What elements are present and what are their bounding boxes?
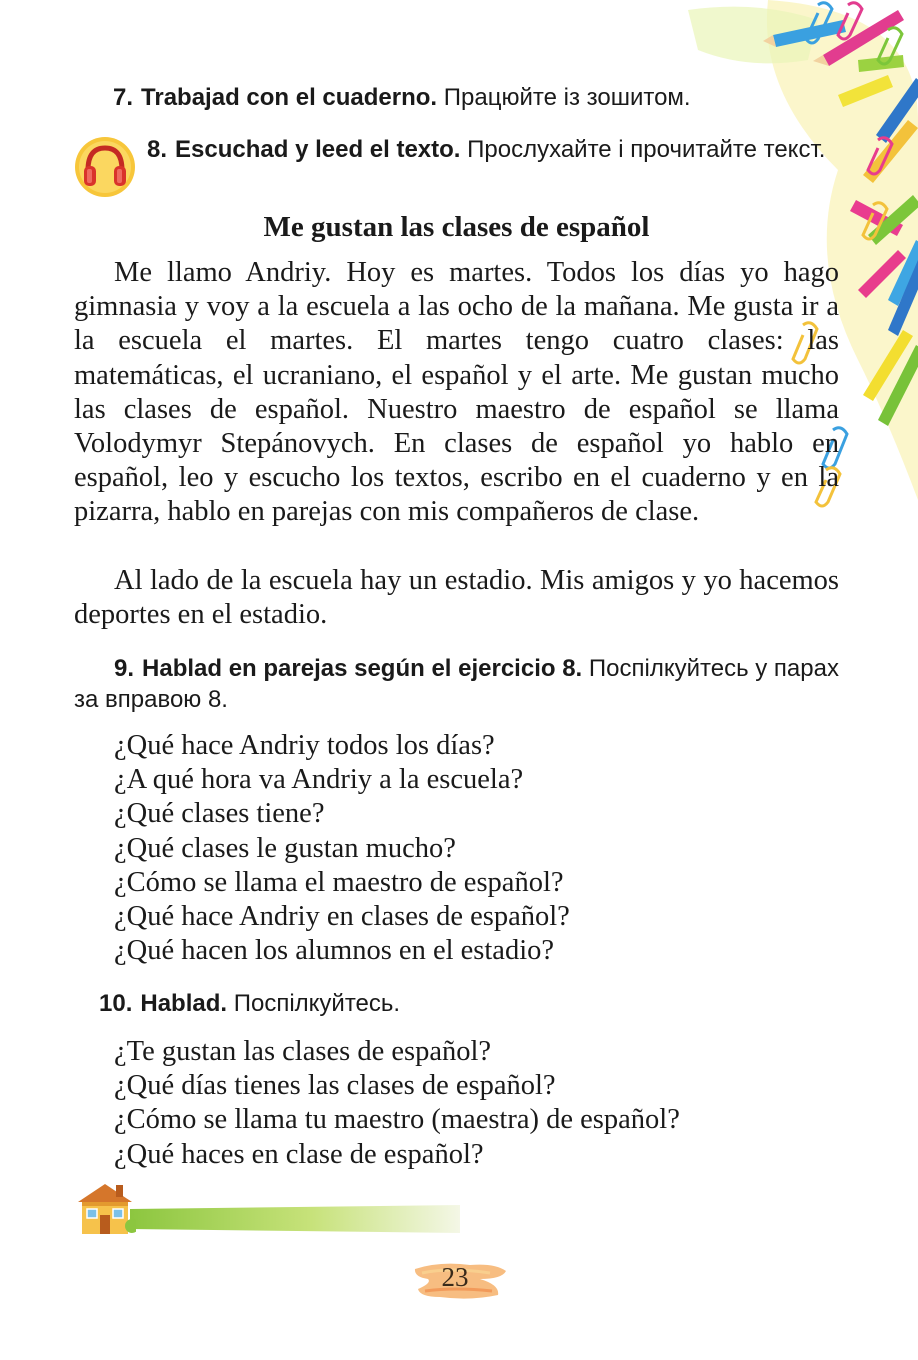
question-list [114, 1035, 680, 1172]
exercise-title: Escuchad y leed el texto. [175, 136, 461, 163]
footer-bar [130, 1205, 460, 1233]
exercise-translation: Працюйте із зошитом. [437, 84, 691, 111]
question-item: ¿Qué haces en clase de español? [114, 1138, 484, 1170]
exercise-translation: Прослухайте і прочитайте текст. [460, 136, 826, 163]
question-item: ¿Qué días tienes las clases de español? [114, 1070, 556, 1102]
question-item: ¿Cómo se llama tu maestro (maestra) de español? [114, 1104, 680, 1136]
exercise-7-instruction [113, 82, 833, 113]
exercise-10-instruction [99, 988, 839, 1019]
question-item: ¿Qué hace Andriy en clases de español? [114, 901, 570, 933]
question-item: ¿A qué hora va Andriy a la escuela? [114, 764, 524, 796]
exercise-number: 7. [113, 84, 134, 111]
page-number-badge [410, 1255, 510, 1307]
exercise-translation: Поспілкуйтесь. [227, 990, 401, 1017]
question-item: ¿Qué clases tiene? [114, 798, 325, 830]
exercise-title: Trabajad con el cuaderno. [141, 84, 438, 111]
exercise-number: 8. [147, 136, 168, 163]
exercise-number: 10. [99, 990, 133, 1017]
exercise-translation: Поспілкуйтесь у парах за вправою 8. [74, 655, 839, 713]
question-item: ¿Qué hacen los alumnos en el estadio? [114, 935, 555, 967]
question-item: ¿Cómo se llama el maestro de español? [114, 866, 564, 898]
exercise-9-instruction [74, 653, 844, 715]
reading-paragraph: Al lado de la escuela hay un estadio. Mis amigos y yo hacemos deportes en el estadio. [74, 565, 839, 631]
question-list [114, 729, 570, 968]
exercise-number: 9. [114, 655, 135, 682]
reading-paragraph: Me llamo Andriy. Hoy es martes. Todos los días yo hago gimnasia y voy a la escuela a las ocho de la mañana. Me gusta ir a la escuela el martes. El martes tengo cuatro clases: las matemáticas, el ucraniano, el español y el arte. Me gustan mucho las clases de español. Nuestro maestro de español se llama Volodymyr Stepánovych. En clases de español yo hablo en español, leo y escucho los textos, escribo en el cuaderno y en la pizarra, hablo en parejas con mis compañeros de clase. [74, 257, 839, 528]
page-number: 23 [441, 1262, 469, 1292]
reading-title: Me gustan las clases de español [263, 211, 650, 243]
question-item: ¿Qué clases le gustan mucho? [114, 832, 456, 864]
exercise-title: Hablad. [140, 990, 228, 1017]
exercise-8-instruction [147, 134, 847, 165]
question-item: ¿Qué hace Andriy todos los días? [114, 730, 495, 761]
headphones-icon [74, 136, 136, 198]
house-icon [74, 1180, 136, 1236]
question-item: ¿Te gustan las clases de español? [114, 1036, 492, 1067]
exercise-title: Hablad en parejas según el ejercicio 8. [142, 655, 583, 682]
